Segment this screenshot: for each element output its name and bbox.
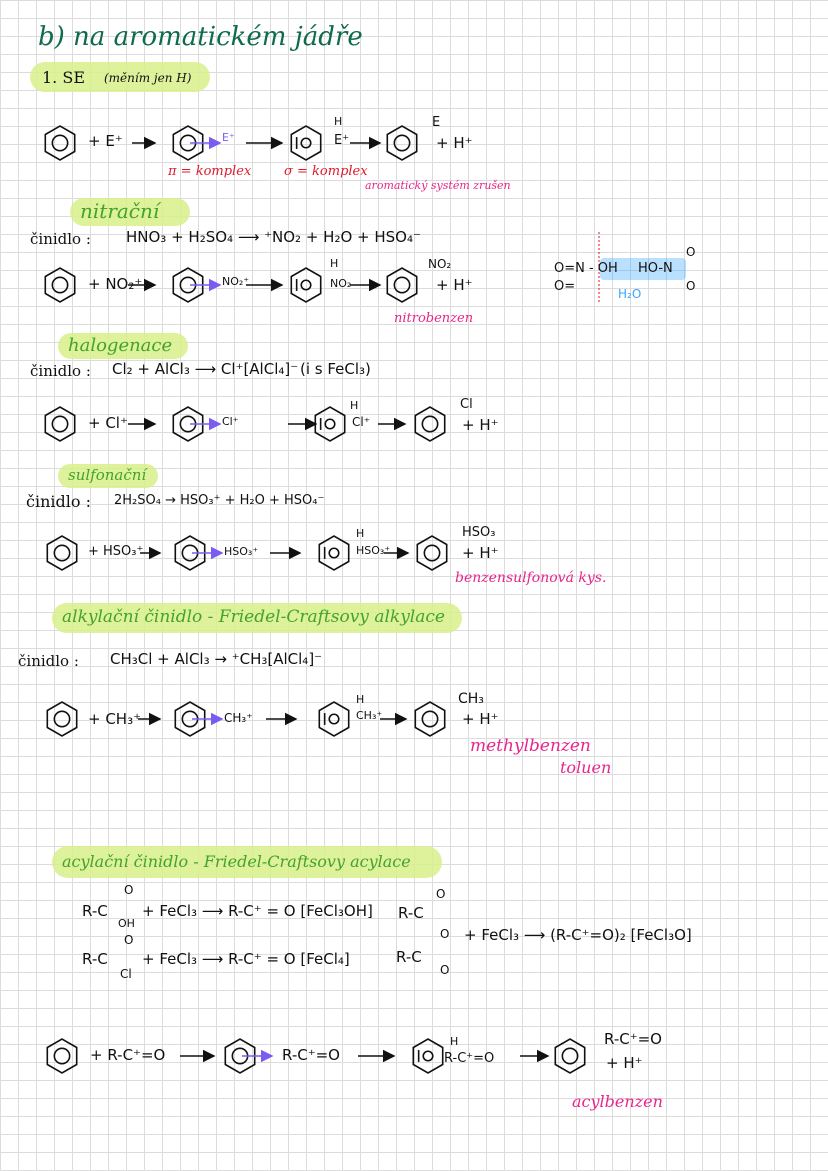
page-title: b) na aromatickém jádře	[38, 22, 363, 52]
halogenation-plus-cl: + Cl⁺	[88, 414, 128, 432]
pi-complex-label: π = komplex	[168, 164, 252, 179]
alkylation-reagent-eq: CH₃Cl + AlCl₃ → ⁺CH₃[AlCl₄]⁻	[110, 650, 323, 668]
alkylation-ch3-pi: CH₃⁺	[224, 711, 253, 725]
halogenation-reagent-note: (i s FeCl₃)	[300, 360, 371, 378]
acyl-pi-acyl: R-C⁺=O	[282, 1046, 340, 1064]
alkylation-product-ring	[415, 702, 444, 736]
acyl-product-group: R-C⁺=O	[604, 1030, 662, 1048]
anhydride-top: R-C	[398, 904, 424, 922]
broken-note: aromatický systém zrušen	[365, 179, 511, 192]
halogenation-title: halogenace	[68, 335, 173, 356]
acyl-product-name: acylbenzen	[572, 1092, 663, 1111]
sulfonation-reagent-label: činidlo :	[26, 492, 91, 511]
acyl-eq1-left: R-C	[82, 902, 108, 920]
sulfonation-sigma-ring	[319, 536, 348, 570]
nitration-product-name: nitrobenzen	[394, 311, 474, 326]
nitration-reagent-label: činidlo :	[30, 230, 91, 248]
general-e-pi: E⁺	[222, 131, 235, 144]
general-benzene-ring	[45, 126, 74, 160]
halogenation-cl-pi: Cl⁺	[222, 415, 239, 428]
anhydride-o2: O	[440, 927, 450, 941]
acylation-benzene-ring	[47, 1039, 76, 1073]
se-note: (měním jen H)	[104, 71, 192, 85]
nitric-left: O=N - OH	[554, 261, 618, 276]
nitration-sigma-h: H	[330, 257, 339, 270]
general-sigma-ring	[291, 126, 320, 160]
anhydride-bottom: R-C	[396, 948, 422, 966]
alkylation-reagent-label: činidlo :	[18, 652, 79, 670]
alkylation-product-name: methylbenzen	[470, 736, 591, 756]
alkylation-product-name2: toluen	[560, 758, 612, 777]
acyl-eq2-cl: Cl	[120, 967, 132, 981]
general-sigma-h: H	[334, 115, 343, 128]
acyl-sigma-h: H	[450, 1035, 459, 1048]
nitric-right: HO-N	[638, 261, 673, 276]
halogenation-reagent-eq: Cl₂ + AlCl₃ ⟶ Cl⁺[AlCl₄]⁻	[112, 360, 299, 378]
nitric-o-bottom: O	[686, 279, 696, 293]
nitration-reagent-eq: HNO₃ + H₂SO₄ ⟶ ⁺NO₂ + H₂O + HSO₄⁻	[126, 228, 421, 246]
nitration-sigma-ring	[291, 268, 320, 302]
nitration-no2-pi: NO₂⁺	[222, 275, 250, 288]
acyl-eq1-oh: OH	[118, 917, 135, 930]
sulfonation-product-group: HSO₃	[462, 525, 496, 540]
nitric-o-top: O	[686, 245, 696, 259]
alkylation-product-plus: + H⁺	[462, 710, 499, 728]
nitration-product-ring	[387, 268, 416, 302]
nitration-product-group: NO₂	[428, 257, 452, 271]
alkylation-benzene-ring	[47, 702, 76, 736]
alkylation-title: alkylační činidlo - Friedel-Craftsovy alkylace	[62, 607, 445, 627]
anhydride-rest: + FeCl₃ ⟶ (R-C⁺=O)₂ [FeCl₃O]	[464, 926, 692, 944]
sulfonation-reagent-eq: 2H₂SO₄ → HSO₃⁺ + H₂O + HSO₄⁻	[114, 493, 325, 508]
alkylation-sigma-ch3: CH₃⁺	[356, 709, 383, 722]
sulfonation-product-plus: + H⁺	[462, 544, 499, 562]
sulfonation-sigma-h: H	[356, 527, 365, 540]
sulfonation-plus-hso3: + HSO₃⁺	[88, 544, 144, 559]
acylation-sigma-ring	[413, 1039, 442, 1073]
halogenation-sigma-h: H	[350, 399, 359, 412]
sulfonation-hso3-pi: HSO₃⁺	[224, 545, 259, 558]
sulfonation-product-name: benzensulfonová kys.	[455, 570, 607, 586]
halogenation-sigma-ring	[315, 407, 344, 441]
halogenation-product-plus: + H⁺	[462, 416, 499, 434]
acyl-plus-acyl: + R-C⁺=O	[90, 1046, 166, 1064]
acylation-title: acylační činidlo - Friedel-Craftsovy acylace	[62, 852, 411, 871]
nitration-title: nitrační	[80, 199, 160, 223]
general-plus-e: + E⁺	[88, 132, 123, 150]
sulfonation-product-ring	[417, 536, 446, 570]
nitration-sigma-no2: NO₂	[330, 277, 352, 290]
acyl-eq1-o: O	[124, 883, 134, 897]
nitration-benzene-ring	[45, 268, 74, 302]
sigma-complex-label: σ = komplex	[284, 164, 368, 179]
nitration-plus-no2: + NO₂⁺	[88, 275, 143, 293]
nitration-product-plus: + H⁺	[436, 276, 473, 294]
acyl-eq2-o: O	[124, 933, 134, 947]
halogenation-product-group: Cl	[460, 397, 473, 412]
general-sigma-e: E⁺	[334, 133, 350, 148]
halogenation-reagent-label: činidlo :	[30, 362, 91, 380]
acyl-eq2-rest: + FeCl₃ ⟶ R-C⁺ = O [FeCl₄]	[142, 950, 350, 968]
halogenation-sigma-cl: Cl⁺	[352, 415, 371, 429]
halogenation-product-ring	[415, 407, 444, 441]
nitric-water: H₂O	[618, 287, 642, 301]
sulfonation-title: sulfonační	[68, 466, 147, 484]
nitric-left-bottom: O=	[554, 279, 576, 294]
se-label: 1. SE	[42, 68, 85, 87]
alkylation-sigma-ring	[319, 702, 348, 736]
sulfonation-benzene-ring	[47, 536, 76, 570]
general-product-e: E	[432, 115, 441, 130]
acyl-eq2-left: R-C	[82, 950, 108, 968]
general-product-plus: + H⁺	[436, 134, 473, 152]
alkylation-product-group: CH₃	[458, 691, 484, 707]
anhydride-o3: O	[440, 963, 450, 977]
alkylation-sigma-h: H	[356, 693, 365, 706]
halogenation-benzene-ring	[45, 407, 74, 441]
acyl-sigma-acyl: R-C⁺=O	[444, 1051, 495, 1066]
general-product-ring	[387, 126, 416, 160]
acyl-eq1-rest: + FeCl₃ ⟶ R-C⁺ = O [FeCl₃OH]	[142, 902, 373, 920]
acylation-product-ring	[555, 1039, 584, 1073]
alkylation-plus-ch3: + CH₃⁺	[88, 710, 142, 728]
sulfonation-sigma-hso3: HSO₃⁺	[356, 544, 391, 557]
acyl-product-plus: + H⁺	[606, 1054, 643, 1072]
anhydride-o1: O	[436, 887, 446, 901]
